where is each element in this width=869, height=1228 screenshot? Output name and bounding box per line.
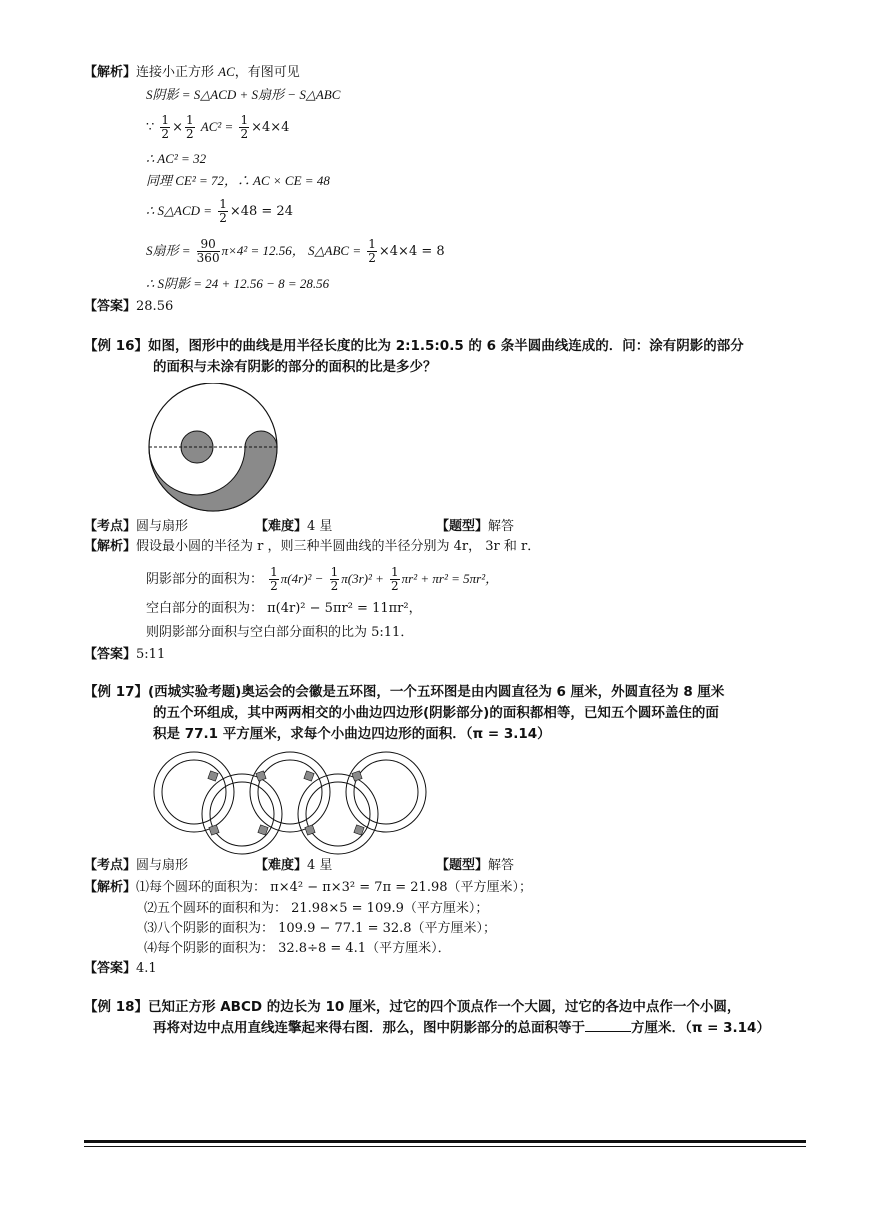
- answer-line-16: [84, 646, 165, 664]
- numerator: 1: [161, 113, 170, 127]
- fraction: $\frac{1}{2}$: [391, 565, 399, 593]
- ring-1: [154, 752, 234, 832]
- ring-4: [298, 774, 378, 854]
- olympic-rings-figure: [146, 748, 436, 856]
- kp-value: 圆与扇形: [136, 858, 189, 873]
- overlap-shade: [208, 771, 218, 781]
- question-16-line-2: 的面积与未涂有阴影的部分的面积的比是多少？: [153, 359, 437, 375]
- denominator: 360: [196, 251, 220, 265]
- answer-value: 5:11: [136, 647, 166, 662]
- equation-2: [146, 114, 289, 141]
- diff-value: 4 星: [307, 858, 333, 873]
- analysis-17-line-3: ⑶八个阴影的面积为： 109.9 − 77.1 = 32.8（平方厘米）；: [144, 921, 497, 936]
- diff-label: 【难度】: [255, 519, 308, 534]
- equation-4: 同理 CE² = 72，∴ AC × CE = 48: [146, 173, 330, 188]
- diff-value: 4 星: [307, 519, 333, 534]
- fraction: $\frac{1}{2}$: [270, 565, 278, 593]
- equation-7: ∴ S阴影 = 24 + 12.56 − 8 = 28.56: [146, 276, 330, 291]
- equation-lhs: ∴ S△ACD =: [146, 203, 213, 218]
- denominator: 2: [161, 127, 170, 141]
- analysis-tag: 【解析】: [84, 880, 137, 895]
- type-label: 【题型】: [436, 519, 489, 534]
- kp-value: 圆与扇形: [136, 519, 189, 534]
- times: ×: [172, 120, 183, 135]
- equation-5: [146, 198, 293, 225]
- answer-tag: 【答案】: [84, 961, 137, 976]
- type-16: [436, 518, 514, 536]
- fraction: $\frac{1}{2}$: [330, 565, 339, 593]
- fraction: [239, 114, 249, 141]
- meta-row-17: [84, 857, 188, 875]
- term: πr² + πr² = 5πr²，: [401, 571, 499, 586]
- numerator: 1: [368, 237, 376, 251]
- analysis-16-line-3: 空白部分的面积为： π(4r)² − 5πr² = 11πr²，: [146, 601, 422, 616]
- analysis-intro: 连接小正方形: [136, 65, 215, 80]
- overlap-shade: [258, 825, 268, 835]
- question-17-line-1: [84, 683, 724, 701]
- fraction: [197, 238, 220, 265]
- fraction: [367, 238, 377, 265]
- numerator: 1: [185, 113, 194, 127]
- ring-3: [250, 752, 330, 832]
- meta-row-16: [84, 518, 188, 536]
- overlap-shade: [209, 825, 219, 835]
- analysis-text: ⑴每个圆环的面积为： π×4² − π×3² = 7π = 21.98（平方厘米）；: [136, 880, 532, 895]
- fraction: [160, 114, 170, 141]
- because-symbol: ∵: [146, 120, 155, 135]
- analysis-17-line-4: ⑷每个阴影的面积为： 32.8÷8 = 4.1（平方厘米）．: [144, 941, 451, 956]
- equation-3: ∴ AC² = 32: [146, 151, 207, 166]
- yin-yang-figure: [146, 383, 286, 517]
- answer-line-17: [84, 960, 157, 978]
- analysis-16-line-1: [84, 538, 540, 556]
- example-tag: 【例 16】: [84, 338, 148, 354]
- footer-rule-thick: [84, 1140, 806, 1143]
- analysis-text: 阴影部分的面积为：: [146, 572, 264, 587]
- analysis-17-line-2: ⑵五个圆环的面积和为： 21.98×5 = 109.9（平方厘米）；: [144, 901, 489, 916]
- ring-5: [346, 752, 426, 832]
- equation-tail: ×4×4: [251, 120, 290, 135]
- answer-tag: 【答案】: [84, 647, 137, 662]
- denominator: 2: [368, 251, 376, 265]
- answer-blank[interactable]: [585, 1019, 631, 1032]
- numerator: 90: [197, 238, 220, 252]
- overlap-shade: [304, 771, 314, 781]
- denominator: 2: [185, 127, 194, 141]
- kp-label: 【考点】: [84, 519, 137, 534]
- question-17-line-3: 积是 77.1 平方厘米，求每个小曲边四边形的面积．（π = 3.14）: [153, 726, 551, 742]
- analysis-text: 假设最小圆的半径为 r ，则三种半圆曲线的半径分别为 4r， 3r 和 r．: [136, 539, 541, 554]
- answer-tag: 【答案】: [84, 299, 137, 314]
- example-tag: 【例 18】: [84, 999, 148, 1015]
- numerator: 1: [219, 197, 227, 211]
- example-tag: 【例 17】: [84, 684, 148, 700]
- difficulty-16: [255, 518, 332, 536]
- term: π(3r)² +: [341, 571, 384, 586]
- analysis-16-line-2: [146, 566, 498, 593]
- question-text: 方厘米．（π = 3.14）: [631, 1020, 770, 1036]
- overlap-shade: [305, 825, 315, 835]
- question-text: (西城实验考题)奥运会的会徽是五环图，一个五环图是由内圆直径为 6 厘米，外圆直径为 8 厘米: [148, 684, 725, 700]
- type-17: [436, 857, 514, 875]
- denominator: 2: [240, 127, 249, 141]
- equation-6: [146, 238, 445, 265]
- question-text: 已知正方形 ABCD 的边长为 10 厘米，过它的四个顶点作一个大圆，过它的各边中点作一个小圆，: [148, 999, 741, 1015]
- question-text: 如图，图形中的曲线是用半径长度的比为 2:1.5:0.5 的 6 条半圆曲线连成的．问：涂有阴影的部分: [148, 338, 744, 354]
- equation-tail: ×4×4 = 8: [378, 244, 445, 259]
- fraction: [218, 198, 228, 225]
- question-text: 再将对边中点用直线连擎起来得右图．那么，图中阴影部分的总面积等于: [153, 1020, 585, 1036]
- analysis-tag: 【解析】: [84, 65, 137, 80]
- question-16-line-1: [84, 337, 744, 355]
- equation-lhs: S扇形 =: [146, 243, 191, 258]
- diff-label: 【难度】: [255, 858, 308, 873]
- overlap-shade: [354, 825, 364, 835]
- answer-value: 4.1: [136, 961, 157, 976]
- analysis-17-line-1: [84, 879, 532, 897]
- equation-1: S阴影 = S△ACD + S扇形 − S△ABC: [146, 87, 341, 102]
- footer-rule-thin: [84, 1146, 806, 1147]
- question-17-line-2: 的五个环组成，其中两两相交的小曲边四边形(阴影部分)的面积都相等，已知五个圆环盖住的面: [153, 705, 719, 721]
- ring-2: [202, 774, 282, 854]
- analysis-tag: 【解析】: [84, 539, 137, 554]
- question-18-line-1: [84, 998, 740, 1016]
- fraction: [185, 114, 195, 141]
- equation-rhs: AC² =: [200, 119, 234, 134]
- question-18-line-2: [153, 1019, 770, 1037]
- answer-line-15: [84, 298, 173, 316]
- analysis-16-line-4: 则阴影部分面积与空白部分面积的比为 5:11．: [146, 625, 414, 640]
- intro-tail: ，有图可见: [234, 65, 300, 80]
- kp-label: 【考点】: [84, 858, 137, 873]
- equation-mid: π×4² = 12.56， S△ABC =: [221, 243, 362, 258]
- intro-var: AC: [218, 64, 235, 79]
- analysis-block-15: [84, 63, 300, 82]
- difficulty-17: [255, 857, 332, 875]
- type-value: 解答: [488, 519, 515, 534]
- type-value: 解答: [488, 858, 515, 873]
- numerator: 1: [240, 113, 249, 127]
- answer-value: 28.56: [136, 299, 174, 314]
- denominator: 2: [219, 211, 227, 225]
- equation-tail: ×48 = 24: [229, 204, 293, 219]
- type-label: 【题型】: [436, 858, 489, 873]
- term: π(4r)² −: [280, 571, 324, 586]
